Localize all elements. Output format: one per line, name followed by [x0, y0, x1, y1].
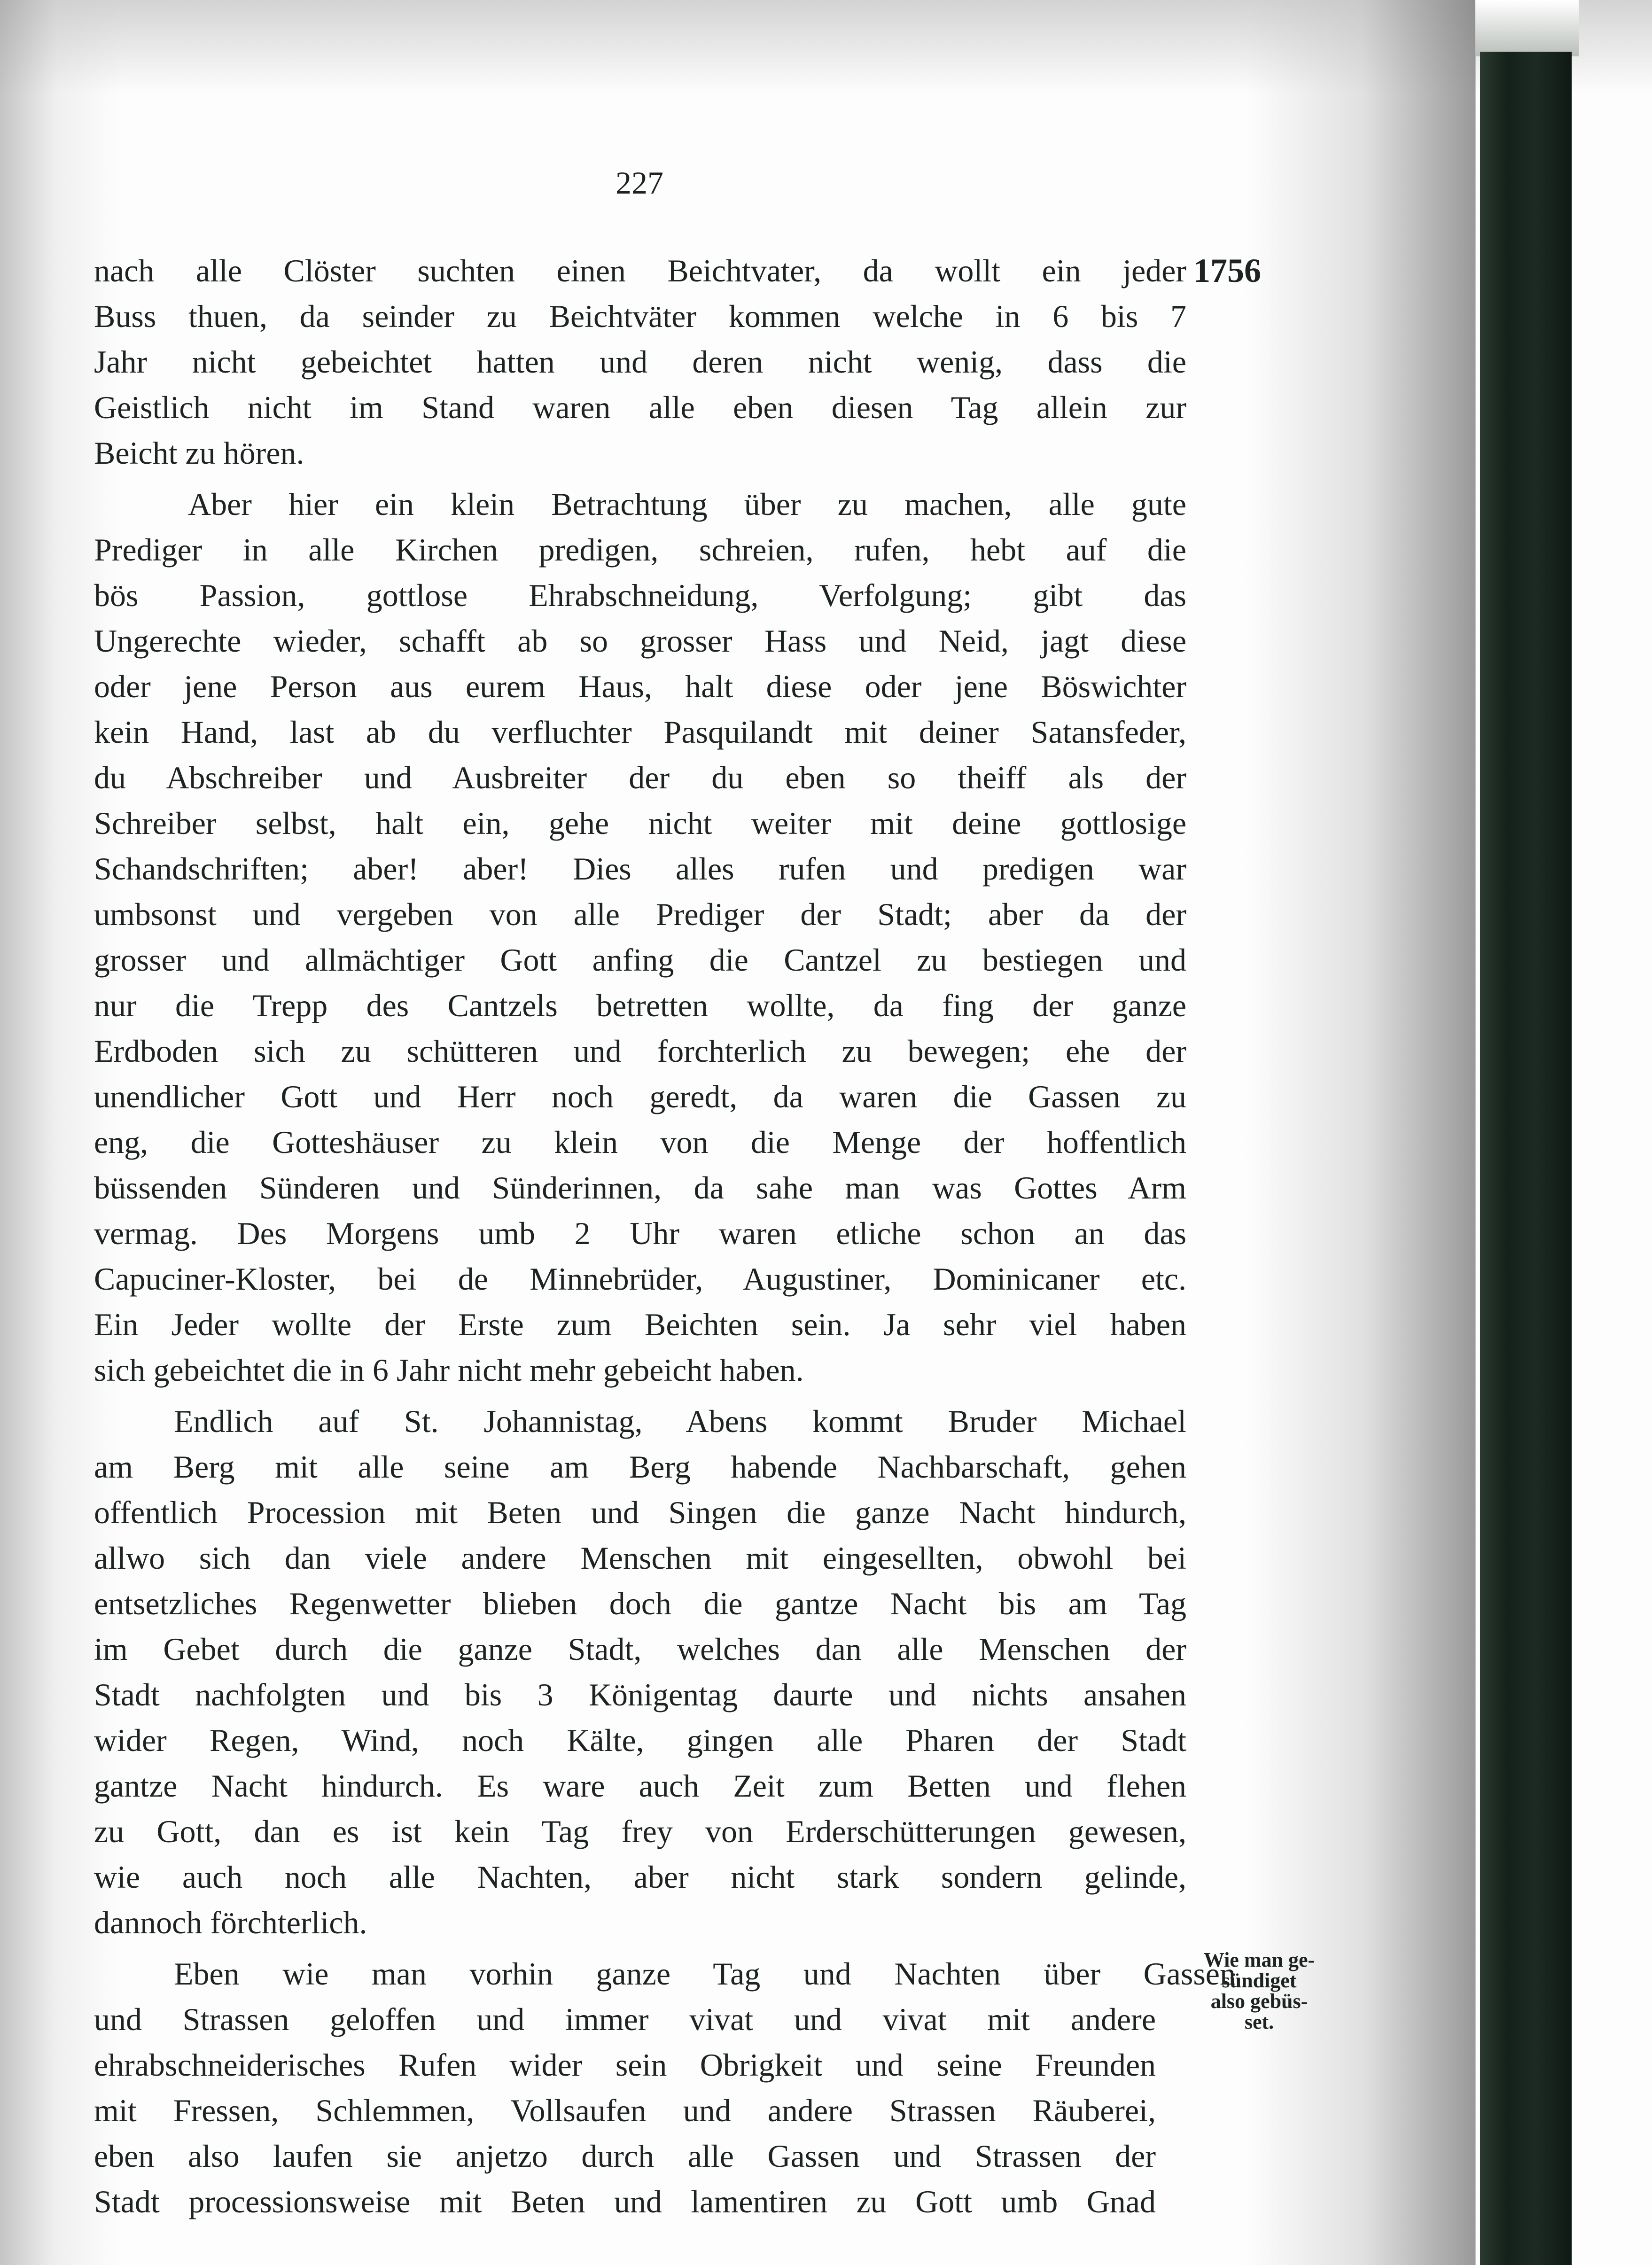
text-line: Schandschriften; aber! aber! Dies alles rufen und predigen war [94, 851, 1186, 887]
text-line: sich gebeichtet die in 6 Jahr nicht mehr gebeicht haben. [94, 1352, 804, 1388]
text-line: Erdboden sich zu schütteren und forchterlich zu bewegen; ehe der [94, 1033, 1186, 1069]
paragraph [94, 248, 1186, 476]
text-line: ehrabschneiderisches Rufen wider sein Obrigkeit und seine Freunden [94, 2047, 1156, 2083]
text-line: Geistlich nicht im Stand waren alle eben diesen Tag allein zur [94, 389, 1186, 425]
text-line: mit Fressen, Schlemmen, Vollsaufen und andere Strassen Räuberei, [94, 2093, 1156, 2128]
text-line: Eben wie man vorhin ganze Tag und Nachten über Gassen [174, 1956, 1236, 1992]
text-line: offentlich Procession mit Beten und Singen die ganze Nacht hindurch, [94, 1494, 1186, 1530]
text-line: Capuciner-Kloster, bei de Minnebrüder, Augustiner, Dominicaner etc. [94, 1261, 1186, 1297]
text-line: Stadt processionsweise mit Beten und lamentiren zu Gott umb Gnad [94, 2184, 1156, 2219]
paragraph [94, 482, 1186, 1393]
paragraph [94, 1399, 1186, 1946]
margin-year: 1756 [1193, 252, 1261, 289]
text-line: Ungerechte wieder, schafft ab so grosser Hass und Neid, jagt diese [94, 623, 1186, 659]
text-line: Jahr nicht gebeichtet hatten und deren nicht wenig, dass die [94, 344, 1186, 380]
page-number: 227 [616, 165, 663, 201]
text-line: Ein Jeder wollte der Erste zum Beichten sein. Ja sehr viel haben [94, 1307, 1186, 1342]
text-line: nach alle Clöster suchten einen Beichtvater, da wollt ein jeder [94, 253, 1186, 288]
margin-note-line: Wie man ge- [1203, 1948, 1315, 1971]
text-line: wie auch noch alle Nachten, aber nicht stark sondern gelinde, [94, 1859, 1186, 1895]
text-line: eng, die Gotteshäuser zu klein von die Menge der hoffentlich [94, 1124, 1186, 1160]
margin-note-line: set. [1244, 2010, 1274, 2033]
text-line: umbsonst und vergeben von alle Prediger der Stadt; aber da der [94, 896, 1186, 932]
margin-note-line: sündiget [1222, 1969, 1297, 1992]
text-line: allwo sich dan viele andere Menschen mit eingesellten, obwohl bei [94, 1540, 1186, 1576]
text-line: zu Gott, dan es ist kein Tag frey von Erderschütterungen gewesen, [94, 1814, 1186, 1849]
text-line: oder jene Person aus eurem Haus, halt diese oder jene Böswichter [94, 669, 1186, 704]
text-line: gantze Nacht hindurch. Es ware auch Zeit zum Betten und flehen [94, 1768, 1186, 1804]
text-line: Buss thuen, da seinder zu Beichtväter kommen welche in 6 bis 7 [94, 298, 1186, 334]
text-line: Beicht zu hören. [94, 435, 304, 471]
text-line: Endlich auf St. Johannistag, Abens kommt Bruder Michael [174, 1403, 1186, 1439]
text-line: grosser und allmächtiger Gott anfing die Cantzel zu bestiegen und [94, 942, 1186, 978]
text-line: du Abschreiber und Ausbreiter der du eben so theiff als der [94, 760, 1186, 795]
text-line: nur die Trepp des Cantzels betretten wollte, da fing der ganze [94, 988, 1186, 1023]
text-line: am Berg mit alle seine am Berg habende Nachbarschaft, gehen [94, 1449, 1186, 1485]
text-line: entsetzliches Regenwetter blieben doch die gantze Nacht bis am Tag [94, 1586, 1186, 1621]
text-line: eben also laufen sie anjetzo durch alle Gassen und Strassen der [94, 2138, 1156, 2174]
paragraph [94, 1951, 1236, 2225]
text-line: dannoch förchterlich. [94, 1905, 367, 1940]
text-line: Stadt nachfolgten und bis 3 Königentag daurte und nichts ansahen [94, 1677, 1186, 1712]
text-line: bös Passion, gottlose Ehrabschneidung, Verfolgung; gibt das [94, 577, 1186, 613]
text-line: Prediger in alle Kirchen predigen, schreien, rufen, hebt auf die [94, 532, 1186, 568]
text-line: unendlicher Gott und Herr noch geredt, da waren die Gassen zu [94, 1079, 1186, 1114]
text-line: vermag. Des Morgens umb 2 Uhr waren etliche schon an das [94, 1215, 1186, 1251]
text-line: Aber hier ein klein Betrachtung über zu machen, alle gute [188, 486, 1186, 522]
text-line: und Strassen geloffen und immer vivat und vivat mit andere [94, 2001, 1156, 2037]
text-line: im Gebet durch die ganze Stadt, welches dan alle Menschen der [94, 1631, 1186, 1667]
text-line: kein Hand, last ab du verfluchter Pasquilandt mit deiner Satansfeder, [94, 714, 1186, 750]
text-line: büssenden Sünderen und Sünderinnen, da sahe man was Gottes Arm [94, 1170, 1186, 1206]
margin-note-line: also gebüs- [1210, 1990, 1308, 2013]
book-spine-edge [1480, 52, 1572, 2265]
scan-edge-shadow [1475, 0, 1579, 56]
text-line: Schreiber selbst, halt ein, gehe nicht weiter mit deine gottlosige [94, 805, 1186, 841]
text-line: wider Regen, Wind, noch Kälte, gingen alle Pharen der Stadt [94, 1722, 1186, 1758]
